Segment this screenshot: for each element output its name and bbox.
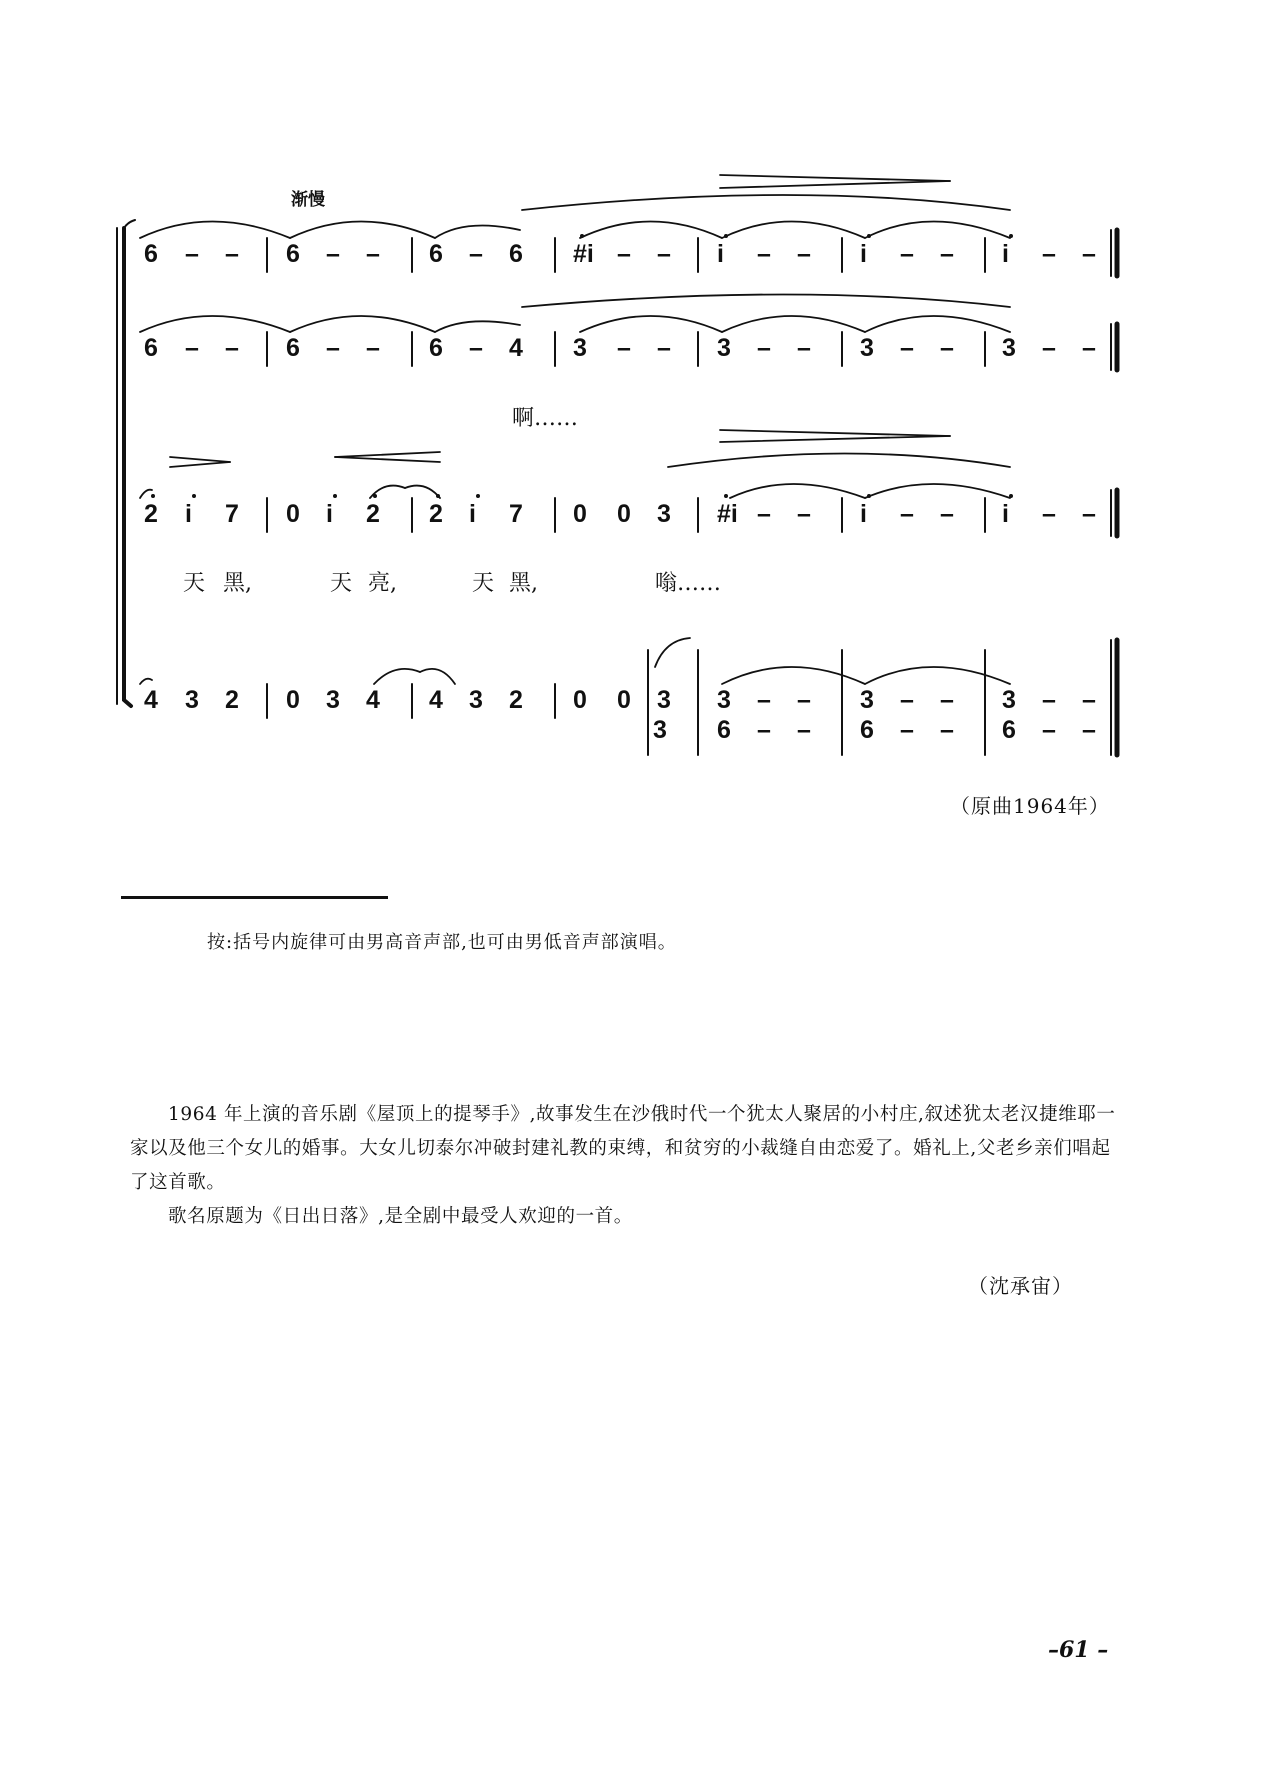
note: 0 <box>573 686 587 714</box>
octave-dot <box>476 494 480 498</box>
note: i <box>860 240 867 268</box>
octave-dot <box>192 494 196 498</box>
lyric-word: 嗡…… <box>655 571 722 596</box>
octave-dot <box>867 494 871 498</box>
note: 0 <box>286 686 300 714</box>
note: 3 <box>469 686 483 714</box>
octave-dot <box>151 494 155 498</box>
duration-dash: – <box>366 334 380 362</box>
note: 4 <box>366 686 380 714</box>
note: 4 <box>509 334 523 362</box>
note: i <box>469 500 476 528</box>
note: 6 <box>717 716 731 744</box>
note: 2 <box>429 500 443 528</box>
duration-dash: – <box>797 716 811 744</box>
duration-dash: – <box>900 334 914 362</box>
note: i <box>717 240 724 268</box>
duration-dash: – <box>900 500 914 528</box>
duration-dash: – <box>1082 500 1096 528</box>
note: 3 <box>717 686 731 714</box>
duration-dash: – <box>757 334 771 362</box>
octave-dot <box>436 494 440 498</box>
duration-dash: – <box>1082 334 1096 362</box>
note: 3 <box>860 686 874 714</box>
octave-dot <box>1009 494 1013 498</box>
note: 6 <box>429 334 443 362</box>
duration-dash: – <box>1082 686 1096 714</box>
note: 3 <box>653 716 667 744</box>
note: 3 <box>657 686 671 714</box>
duration-dash: – <box>469 240 483 268</box>
numbered-notation-score <box>0 0 1272 760</box>
source-note: （原曲1964年） <box>950 794 1110 818</box>
duration-dash: – <box>657 240 671 268</box>
commentary-paragraph: 歌名原题为《日出日落》,是全剧中最受人欢迎的一首。 <box>168 1206 633 1227</box>
duration-dash: – <box>757 686 771 714</box>
lyric-word: 亮, <box>368 571 397 596</box>
note: 0 <box>573 500 587 528</box>
note: 2 <box>366 500 380 528</box>
note: i <box>1002 500 1009 528</box>
duration-dash: – <box>326 334 340 362</box>
staff-4 <box>0 686 1272 716</box>
note: 6 <box>429 240 443 268</box>
duration-dash: – <box>900 686 914 714</box>
lyric-word: 黑, <box>223 571 252 596</box>
duration-dash: – <box>797 686 811 714</box>
duration-dash: – <box>940 686 954 714</box>
lyric-word: 天 <box>183 571 206 596</box>
note: #i <box>717 500 738 528</box>
octave-dot <box>867 234 871 238</box>
octave-dot <box>724 234 728 238</box>
duration-dash: – <box>1082 240 1096 268</box>
octave-dot <box>724 494 728 498</box>
note: 3 <box>657 500 671 528</box>
duration-dash: – <box>940 240 954 268</box>
note: 0 <box>617 500 631 528</box>
duration-dash: – <box>1042 240 1056 268</box>
note: 6 <box>860 716 874 744</box>
duration-dash: – <box>617 334 631 362</box>
note: 3 <box>717 334 731 362</box>
staff-1 <box>0 240 1272 270</box>
duration-dash: – <box>326 240 340 268</box>
note: 3 <box>1002 686 1016 714</box>
tempo-mark: 渐慢 <box>291 190 325 210</box>
note: 4 <box>429 686 443 714</box>
note: 4 <box>144 686 158 714</box>
note: 3 <box>573 334 587 362</box>
duration-dash: – <box>225 334 239 362</box>
note: 6 <box>509 240 523 268</box>
duration-dash: – <box>225 240 239 268</box>
note: 0 <box>617 686 631 714</box>
note: 2 <box>509 686 523 714</box>
note: 3 <box>1002 334 1016 362</box>
note: 2 <box>225 686 239 714</box>
staff-2 <box>0 334 1272 364</box>
note: 0 <box>286 500 300 528</box>
duration-dash: – <box>797 334 811 362</box>
note: #i <box>573 240 594 268</box>
duration-dash: – <box>185 334 199 362</box>
note: 6 <box>144 240 158 268</box>
note: 6 <box>1002 716 1016 744</box>
duration-dash: – <box>797 500 811 528</box>
duration-dash: – <box>1042 334 1056 362</box>
duration-dash: – <box>900 240 914 268</box>
duration-dash: – <box>1042 686 1056 714</box>
duration-dash: – <box>900 716 914 744</box>
duration-dash: – <box>1082 716 1096 744</box>
lyric-word: 黑, <box>509 571 538 596</box>
duration-dash: – <box>797 240 811 268</box>
duration-dash: – <box>185 240 199 268</box>
commentary-paragraph: 1964 年上演的音乐剧《屋顶上的提琴手》,故事发生在沙俄时代一个犹太人聚居的小村庄,叙述犹太老汉捷维耶一家以及他三个女儿的婚事。大女儿切泰尔冲破封建礼教的束缚，和贫穷的小裁缝自由恋爱了。婚礼上,父老乡亲们唱起了这首歌。 <box>130 1104 1116 1193</box>
note: i <box>185 500 192 528</box>
note: 6 <box>286 240 300 268</box>
footnote: 按:括号内旋律可由男高音声部,也可由男低音声部演唱。 <box>207 932 677 953</box>
octave-dot <box>333 494 337 498</box>
staff-4-lower <box>0 716 1272 746</box>
duration-dash: – <box>366 240 380 268</box>
note: i <box>326 500 333 528</box>
duration-dash: – <box>1042 716 1056 744</box>
octave-dot <box>1009 234 1013 238</box>
note: 3 <box>860 334 874 362</box>
duration-dash: – <box>940 500 954 528</box>
note: 6 <box>144 334 158 362</box>
staff-2-lyric: 啊…… <box>512 406 579 431</box>
duration-dash: – <box>1042 500 1056 528</box>
footnote-divider <box>121 896 388 899</box>
lyric-word: 天 <box>472 571 495 596</box>
note: 3 <box>326 686 340 714</box>
note: i <box>860 500 867 528</box>
staff-3 <box>0 500 1272 530</box>
note: 3 <box>185 686 199 714</box>
octave-dot <box>580 234 584 238</box>
duration-dash: – <box>757 716 771 744</box>
duration-dash: – <box>617 240 631 268</box>
note: i <box>1002 240 1009 268</box>
octave-dot <box>373 494 377 498</box>
page-number: –61 – <box>1048 1637 1109 1663</box>
note: 7 <box>509 500 523 528</box>
duration-dash: – <box>757 240 771 268</box>
lyric-word: 天 <box>330 571 353 596</box>
duration-dash: – <box>940 716 954 744</box>
duration-dash: – <box>469 334 483 362</box>
duration-dash: – <box>657 334 671 362</box>
author-credit: （沈承宙） <box>968 1274 1073 1298</box>
duration-dash: – <box>757 500 771 528</box>
note: 2 <box>144 500 158 528</box>
duration-dash: – <box>940 334 954 362</box>
note: 6 <box>286 334 300 362</box>
note: 7 <box>225 500 239 528</box>
